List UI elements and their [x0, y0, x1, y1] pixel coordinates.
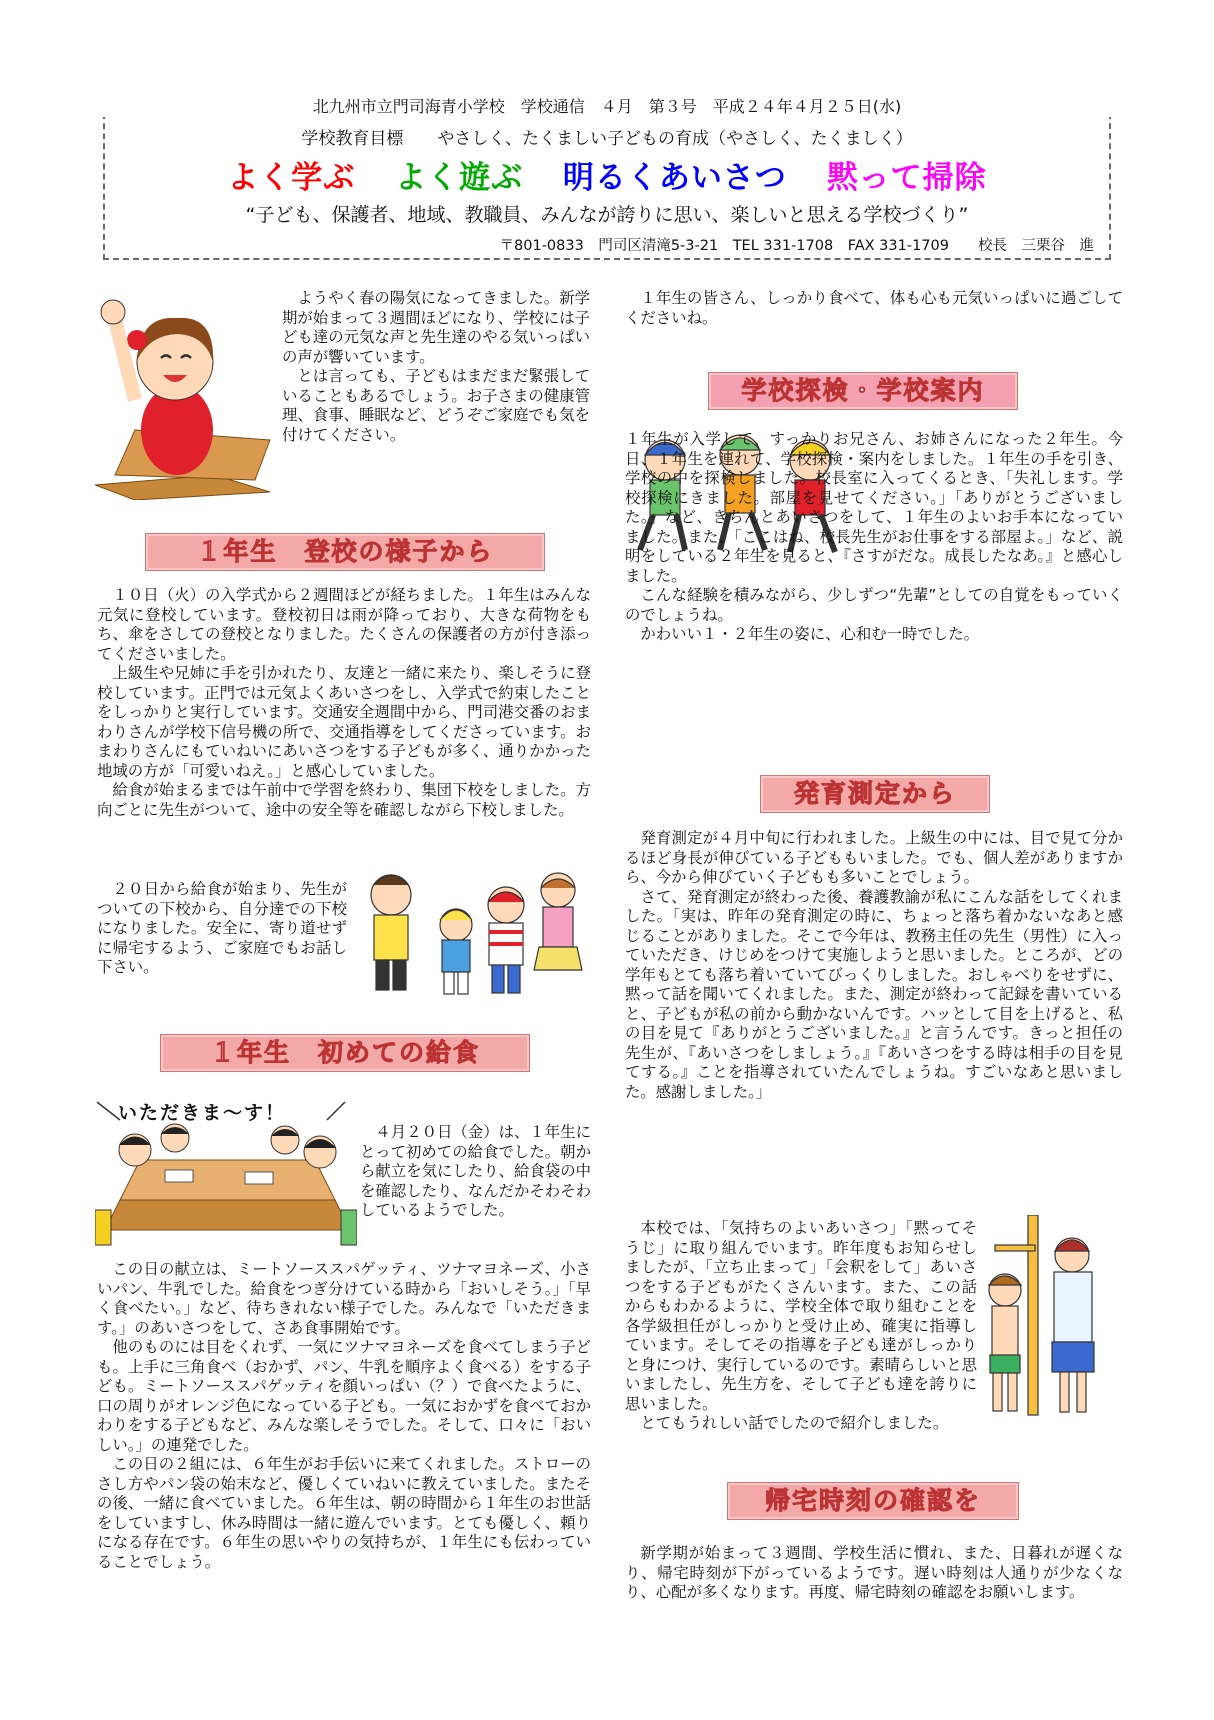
measurement-paragraph-2: さて、発育測定が終わった後、養護教諭が私にこんな話をしてくれました。「実は、昨年の発育測定の時に、ちょっと落ち着かないなあと感じることがありました。そこで今年は、教務主任の先生（男性）に入っていただき、けじめをつけて実施しようと思いました。ところが、どの学年もとても落ち着いていてびっくりしました。おしゃべりをせずに、黙って話を聞いてくれました。また、測定が終わって記録を書いていると、子どもが私の前から動かないんです。ハッとして目を上げると、私の目を見て『ありがとうございました。』と言うんです。きっと担任の先生が、『あいさつをしましょう。』『あいさつをする時は相手の目を見てする。』ことを指導されていたんでしょうね。すごいなあと思いました。感謝しました。」: [625, 887, 1123, 1101]
first-grade-message-text: １年生の皆さん、しっかり食べて、体も心も元気いっぱいに過ごしてくださいね。: [625, 289, 1123, 327]
section-title-commute: １年生 登校の様子から: [145, 533, 545, 571]
measurement-paragraph-3: 本校では、「気持ちのよいあいさつ」「黙ってそうじ」に取り組んでいます。昨年度もお知らせしましたが、「立ち止まって」「会釈をして」あいさつをする子どもがたくさんいます。また、この話からもわかるように、学校全体で取り組むことを各学級担任がしっかりと受け止め、確実に指導しています。そしてその指導を子ども達がしっかりと身につけ、実行しているのです。素晴らしいと思いましたし、先生方を、そして子ども達を誇りに思いました。: [625, 1219, 977, 1413]
tour-paragraph-1: １年生が入学して、すっかりお兄さん、お姉さんになった２年生。今日、１年生を連れて、学校探検・案内をしました。１年生の手を引き、学校の中を探検しました。校長室に入ってくるとき、「失礼します。学校探検にきました。部屋を見せてください。」「ありがとうございました。」など、きちんとあいさつをして、１年生のよいお手本になっていました。また、「ここはね、校長先生がお仕事をする部屋よ。」など、説明をしている２年生を見ると、『さすがだな。成長したなあ。』と感心しました。: [625, 430, 1123, 585]
section-title-school-tour: 学校探検・学校案内: [708, 372, 1018, 410]
section-measurement-text-wrap: [625, 1219, 977, 1434]
waving-girl-illustration: [95, 290, 280, 500]
section-lunch-text: [97, 1260, 591, 1572]
school-goal: 学校教育目標 やさしく、たくましい子どもの育成（やさしく、たくましく）: [301, 129, 913, 149]
school-address: 〒801-0833 門司区清滝5-3-21 TEL 331-1708 FAX 331-1709 校長 三栗谷 進: [499, 238, 1094, 254]
school-motto: [0, 152, 1214, 197]
section-return-time-text: [625, 1544, 1123, 1603]
school-lunch-illustration: [95, 1090, 357, 1250]
intro-paragraph-1: ようやく春の陽気になってきました。新学期が始まって３週間ほどになり、学校には子ども達の元気な声と先生達のやる気いっぱいの声が響いています。: [282, 289, 590, 366]
section-title-first-lunch: １年生 初めての給食: [160, 1034, 530, 1072]
intro-text: [282, 289, 590, 445]
motto-item-4: 黙って掃除: [826, 160, 987, 196]
commute-paragraph-1: １０日（火）の入学式から２週間ほどが経ちました。１年生はみんな元気に登校しています。登校初日は雨が降っており、大きな荷物をもち、傘をさしての登校となりました。たくさんの保護者の方が付き添ってくださいました。: [97, 586, 591, 663]
return-time-paragraph: 新学期が始まって３週間、学校生活に慣れ、また、日暮れが遅くなり、帰宅時刻が下がっているようです。遅い時刻は人通りが少なくなり、心配が多くなります。再度、帰宅時刻の確認をお願いします。: [625, 1544, 1123, 1601]
measurement-paragraph-4: とてもうれしい話でしたので紹介しました。: [640, 1414, 949, 1432]
motto-item-3: 明るくあいさつ: [562, 160, 787, 196]
section-title-growth-measurement: 発育測定から: [760, 775, 990, 813]
lunch-paragraph-1: ４月２０日（金）は、１年生にとって初めての給食でした。朝から献立を気にしたり、給食袋の中を確認したり、なんだかそわそわしているようでした。: [360, 1123, 591, 1219]
header-issue-line: 北九州市立門司海青小学校 学校通信 ４月 第３号 平成２４年４月２５日(水): [0, 94, 1214, 117]
tour-paragraph-2: こんな経験を積みながら、少しずつ“先輩”としての自覚をもっていくのでしょうね。: [625, 586, 1123, 624]
motto-item-1: よく学ぶ: [227, 160, 356, 196]
itadakimasu-speech: いただきま～す！: [118, 1102, 287, 1124]
section-tour-text: [625, 430, 1123, 645]
lunch-paragraph-2: この日の献立は、ミートソーススパゲッティ、ツナマヨネーズ、小さいパン、牛乳でした。給食をつぎ分けている時から「おいしそう。」「早く食べたい。」など、待ちきれない様子でした。みんなで「いただきます。」のあいさつをして、さあ食事開始です。: [97, 1260, 591, 1337]
first-grade-message: [625, 289, 1123, 328]
commute-paragraph-3: 給食が始まるまでは午前中で学習を終わり、集団下校をしました。方向ごとに先生がついて、途中の安全等を確認しながら下校しました。: [97, 781, 591, 819]
section-measurement-text: [625, 829, 1123, 1102]
tour-paragraph-3: かわいい１・２年生の姿に、心和む一時でした。: [640, 625, 979, 643]
motto-item-2: よく遊ぶ: [395, 160, 524, 196]
section-lunch-text-narrow: [360, 1123, 591, 1221]
lunch-paragraph-3: 他のものには目をくれず、一気にツナマヨネーズを食べてしまう子ども。上手に三角食べ（おかず、パン、牛乳を順序よく食べる）をする子ども。ミートソーススパゲッティを顔いっぱい（？）で食べたように、口の周りがオレンジ色になっている子ども。一気におかずを食べておかわりをする子どもなど、みんな楽しそうでした。そして、口々に「おいしい。」の連発でした。: [97, 1338, 591, 1454]
height-measurement-illustration: [980, 1215, 1105, 1420]
lunch-paragraph-4: この日の２組には、６年生がお手伝いに来てくれました。ストローのさし方やパン袋の始末など、優しくていねいに教えていました。またその後、一緒に食べていました。６年生は、朝の時間から１年生のお世話をしていますし、休み時間は一緒に遊んでいます。とても優しく、頼りになる存在です。６年生の思いやりの気持ちが、１年生にも伝わっていることでしょう。: [97, 1455, 591, 1571]
school-slogan: “子ども、保護者、地域、教職員、みんなが誇りに思い、楽しいと思える学校づくり”: [245, 204, 969, 226]
intro-paragraph-2: とは言っても、子どもはまだまだ緊張していることもあるでしょう。お子さまの健康管理、食事、睡眠など、どうぞご家庭でも気を付けてください。: [282, 367, 590, 444]
section-commute-text: [97, 586, 591, 820]
section-commute-text-wrap: [97, 880, 347, 978]
section-title-return-time: 帰宅時刻の確認を: [727, 1482, 1019, 1520]
measurement-paragraph-1: 発育測定が４月中旬に行われました。上級生の中には、目で見て分かるほど身長が伸びている子どももいました。でも、個人差がありますから、今から伸びていく子どもも多いことでしょう。: [625, 829, 1123, 886]
children-walking-illustration: [346, 860, 591, 1000]
commute-paragraph-4: ２０日から給食が始まり、先生がついての下校から、自分達での下校になりました。安全に、寄り道せずに帰宅するよう、ご家庭でもお話し下さい。: [97, 880, 347, 976]
commute-paragraph-2: 上級生や兄姉に手を引かれたり、友達と一緒に来たり、楽しそうに登校しています。正門では元気よくあいさつをし、入学式で約束したことをしっかりと実行しています。交通安全週間中から、門司港交番のおまわりさんが学校下信号機の所で、交通指導をしてくださっています。おまわりさんにもていねいにあいさつをする子どもが多く、通りかかった地域の方が「可愛いねえ。」と感心していました。: [97, 664, 591, 780]
